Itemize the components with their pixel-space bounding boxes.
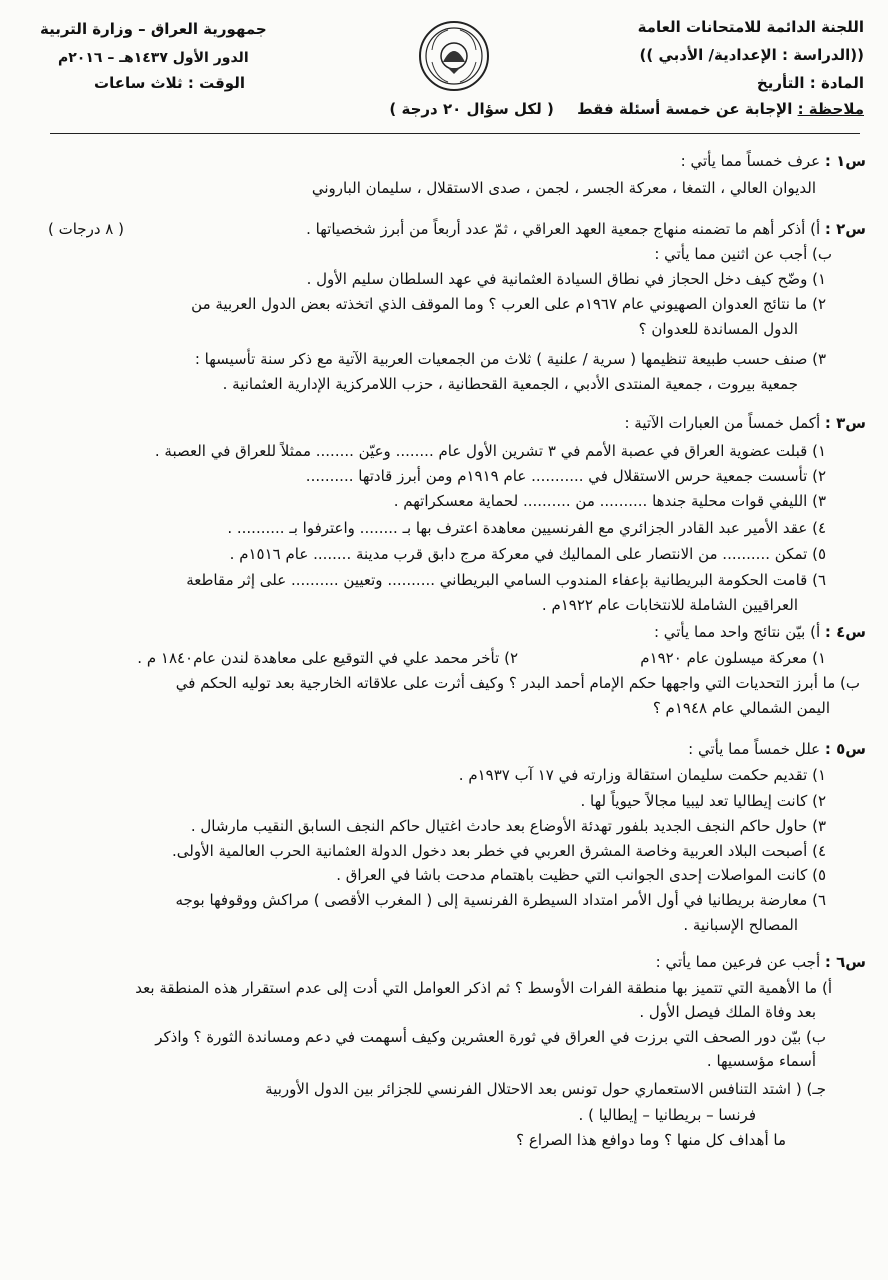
q6-c-line1: جـ) ( اشتد التنافس الاستعماري حول تونس بعد الاحتلال الفرنسي للجزائر بين الدول الأوربية [265, 1080, 826, 1098]
q1-stem: عرف خمساً مما يأتي : [680, 152, 821, 170]
note-marks: ( لكل سؤال ٢٠ درجة ) [389, 100, 554, 118]
note-label: ملاحظة : [797, 100, 864, 118]
q2-b2-line2: الدول المساندة للعدوان ؟ [638, 320, 798, 338]
country-ministry: جمهورية العراق – وزارة التربية [40, 20, 267, 38]
q1-header [681, 150, 866, 172]
q6-b-line2: أسماء مؤسسيها . [706, 1052, 816, 1070]
subject-label: المادة : [809, 74, 864, 92]
q2-b1: ١) وضّح كيف دخل الحجاز في نطاق السيادة العثمانية في عهد السلطان سليم الأول . [306, 270, 826, 288]
q2-b3-line2: جمعية بيروت ، جمعية المنتدى الأدبي ، الجمعية القحطانية ، حزب اللامركزية الإدارية العثمانية . [222, 375, 798, 393]
q5-header [688, 738, 866, 760]
q2-b2-line1: ٢) ما نتائج العدوان الصهيوني عام ١٩٦٧م على العرب ؟ وما الموقف الذي اتخذته بعض الدول العربية من [191, 295, 826, 313]
exam-session: الدور الأول ١٤٣٧هـ – ٢٠١٦م [58, 50, 249, 66]
note-text: الإجابة عن خمسة أسئلة فقط [577, 100, 793, 118]
q6-stem: أجب عن فرعين مما يأتي : [655, 953, 821, 971]
q6-label: س٦ : [824, 953, 866, 971]
q3-item: ٥) تمكن .......... من الانتصار على المماليك في معركة مرج دابق قرب مدينة ........ عام ١٥١٦م . [229, 545, 826, 563]
q4-part-a [654, 621, 866, 643]
q5-stem: علل خمساً مما يأتي : [688, 740, 821, 758]
q3-item: ٦) قامت الحكومة البريطانية بإعفاء المندوب السامي البريطاني .......... وتعيين .......... على إثر مقاطعة [186, 571, 826, 589]
q3-stem: أكمل خمساً من العبارات الآتية : [624, 414, 821, 432]
q5-item: ٣) حاول حاكم النجف الجديد بلفور تهدئة الأوضاع بعد حادث اغتيال حاكم النجف السابق النقيب مارشال . [190, 817, 826, 835]
q5-item: ٤) أصبحت البلاد العربية وخاصة المشرق العربي في خطر بعد دخول الدولة العثمانية الحرب العالمية الأولى. [171, 842, 826, 860]
q3-item: ٤) عقد الأمير عبد القادر الجزائري مع الفرنسيين معاهدة اعترف بها بـ ........ واعترفوا بـ .......... . [227, 519, 826, 537]
q2-b3-line1: ٣) صنف حسب طبيعة تنظيمها ( سرية / علنية ) ثلاث من الجمعيات العربية الآتية مع ذكر سنة تأسيسها : [194, 350, 826, 368]
q3-item6-line2: العراقيين الشاملة للانتخابات عام ١٩٢٢م . [541, 596, 798, 614]
q2-a-marks: ( ٨ درجات ) [48, 220, 124, 238]
q2-a-text: أ) أذكر أهم ما تضمنه منهاج جمعية العهد العراقي ، ثمّ عدد أربعاً من أبرز شخصياتها . [306, 220, 821, 238]
q4-a2: ٢) تأخر محمد علي في التوقيع على معاهدة لندن عام١٨٤٠ م . [137, 649, 518, 667]
q3-item: ١) قبلت عضوية العراق في عصبة الأمم في ٣ تشرين الأول عام ........ وعيّن ........ ممثلاً للعراق في العصبة . [154, 442, 826, 460]
q5-item6-line2: المصالح الإسبانية . [683, 916, 798, 934]
q6-b-line1: ب) بيّن دور الصحف التي برزت في العراق في ثورة العشرين وكيف أسهمت في دعم ومساندة الثورة ؟ واذكر [155, 1028, 826, 1046]
q2-part-a [306, 218, 866, 240]
ministry-seal-icon [418, 20, 490, 92]
q5-item: ٢) كانت إيطاليا تعد ليبيا مجالاً حيوياً لها . [580, 792, 826, 810]
q3-label: س٣ : [824, 414, 866, 432]
q4-b-line1: ب) ما أبرز التحديات التي واجهها حكم الإمام أحمد البدر ؟ وكيف أثرت على علاقاته الخارجية بعد توليه الحكم في [175, 674, 860, 692]
subject-line [757, 74, 864, 92]
study-branch: ((الدراسة : الإعدادية/ الأدبي )) [639, 46, 864, 64]
q3-header [624, 412, 866, 434]
q5-item: ٥) كانت المواصلات إحدى الجوانب التي حظيت باهتمام مدحت باشا في العراق . [336, 866, 826, 884]
header-divider [50, 133, 860, 134]
q6-a-line2: بعد وفاة الملك فيصل الأول . [639, 1003, 816, 1021]
q3-item: ٢) تأسست جمعية حرس الاستقلال في ........... عام ١٩١٩م ومن أبرز قادتها .......... [305, 467, 826, 485]
q6-c-line2: فرنسا – بريطانيا – إيطاليا ) . [578, 1106, 756, 1124]
q2-part-b: ب) أجب عن اثنين مما يأتي : [654, 245, 832, 263]
q2-label: س٢ : [824, 220, 866, 238]
q4-label: س٤ : [824, 623, 866, 641]
q4-a-text: أ) بيّن نتائج واحد مما يأتي : [653, 623, 821, 641]
q5-label: س٥ : [824, 740, 866, 758]
q1-label: س١ : [824, 152, 866, 170]
q4-a1: ١) معركة ميسلون عام ١٩٢٠م [640, 649, 826, 667]
q1-terms: الديوان العالي ، التمغا ، معركة الجسر ، لجمن ، صدى الاستقلال ، سليمان الباروني [311, 179, 816, 197]
subject-value: التأريخ [756, 74, 805, 92]
note-line [389, 100, 864, 118]
q4-b-line2: اليمن الشمالي عام ١٩٤٨م ؟ [652, 699, 830, 717]
q6-c-line3: ما أهداف كل منها ؟ وما دوافع هذا الصراع ؟ [516, 1131, 786, 1149]
q5-item: ١) تقديم حكمت سليمان استقالة وزارته في ١٧ آب ١٩٣٧م . [458, 766, 826, 784]
committee-title: اللجنة الدائمة للامتحانات العامة [637, 18, 864, 36]
q5-item: ٦) معارضة بريطانيا في أول الأمر امتداد السيطرة الفرنسية إلى ( المغرب الأقصى ) مراكش ووقوفها بوجه [175, 891, 826, 909]
exam-time: الوقت : ثلاث ساعات [94, 74, 245, 92]
q6-a-line1: أ) ما الأهمية التي تتميز بها منطقة الفرات الأوسط ؟ ثم اذكر العوامل التي أدت إلى عدم استقرار هذه المنطقة بعد [135, 979, 832, 997]
q3-item: ٣) الليفي قوات محلية جندها .......... من .......... لحماية معسكراتهم . [393, 492, 826, 510]
q6-header [656, 951, 866, 973]
